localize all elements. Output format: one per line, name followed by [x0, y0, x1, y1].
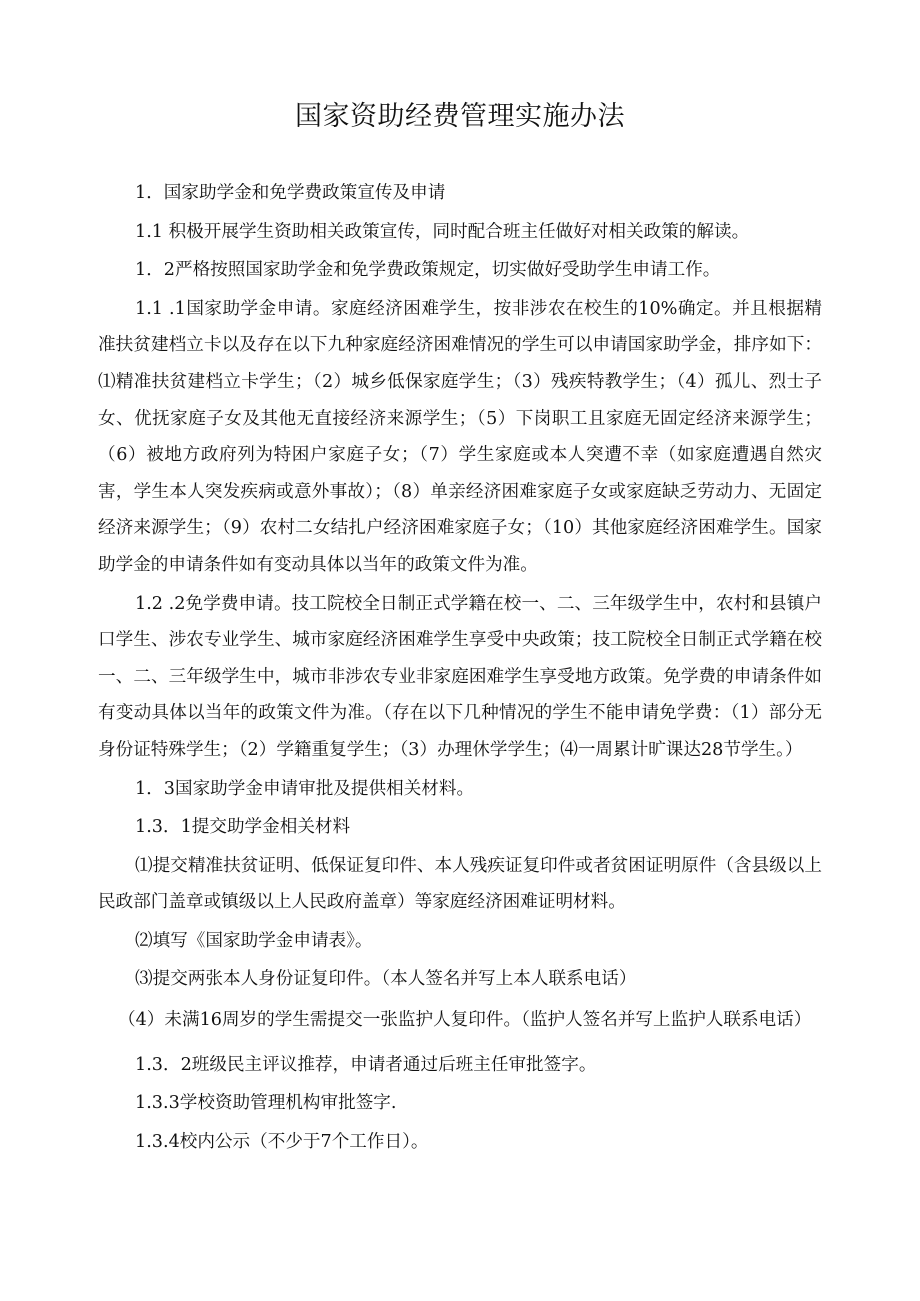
document-body — [98, 175, 822, 1160]
paragraph-1-3-2: 1.3．2班级民主评议推荐，申请者通过后班主任审批签字。 — [135, 1054, 597, 1075]
paragraph-grant-application: 1.1 .1国家助学金申请。家庭经济困难学生，按非涉农在校生的10%确定。并且根据精准扶贫建档立卡以及存在以下九种家庭经济困难情况的学生可以申请国家助学金，排序如下：⑴精准扶贫建档立卡学生；（2）城乡低保家庭学生；（3）残疾特教学生；（4）孤儿、烈士子女、优抚家庭子女及其他无直接经济来源学生；（5）下岗职工且家庭无固定经济来源学生；（6）被地方政府列为特困户家庭子女；（7）学生家庭或本人突遭不幸（如家庭遭遇自然灾害，学生本人突发疾病或意外事故）；（8）单亲经济困难家庭子女或家庭缺乏劳动力、无固定经济来源学生；（9）农村二女结扎户经济困难家庭子女；（10）其他家庭经济困难学生。国家助学金的申请条件如有变动具体以当年的政策文件为准。 — [98, 298, 822, 575]
paragraph-1-3-1: 1.3．1提交助学金相关材料 — [135, 817, 351, 838]
paragraph-1-3: 1．3国家助学金申请审批及提供相关材料。 — [135, 778, 475, 799]
paragraph-1-2: 1．2严格按照国家助学金和免学费政策规定，切实做好受助学生申请工作。 — [135, 260, 721, 281]
paragraph-1-3-3: 1.3.3学校资助管理机构审批签字. — [135, 1093, 397, 1114]
paragraph-material-2: ⑵填写《国家助学金申请表》。 — [135, 930, 373, 951]
section-heading-1: 1．国家助学金和免学费政策宣传及申请 — [135, 183, 446, 203]
document-title: 国家资助经费管理实施办法 — [295, 101, 625, 132]
paragraph-material-4: （4）未满16周岁的学生需提交一张监护人复印件。（监护人签名并写上监护人联系电话） — [118, 1010, 812, 1031]
paragraph-1-1: 1.1 积极开展学生资助相关政策宣传，同时配合班主任做好对相关政策的解读。 — [135, 221, 750, 242]
paragraph-material-3: ⑶提交两张本人身份证复印件。（本人签名并写上本人联系电话） — [135, 969, 637, 990]
paragraph-1-3-4: 1.3.4校内公示（不少于7个工作日）。 — [135, 1131, 429, 1152]
paragraph-tuition-waiver: 1.2 .2免学费申请。技工院校全日制正式学籍在校一、二、三年级学生中，农村和县镇户口学生、涉农专业学生、城市家庭经济困难学生享受中央政策；技工院校全日制正式学籍在校一、二、三年级学生中，城市非涉农专业非家庭困难学生享受地方政策。免学费的申请条件如有变动具体以当年的政策文件为准。（存在以下几种情况的学生不能申请免学费：（1）部分无身份证特殊学生；（2）学籍重复学生；（3）办理休学学生；⑷一周累计旷课达28节学生。） — [98, 593, 822, 760]
paragraph-material-1: ⑴提交精准扶贫证明、低保证复印件、本人残疾证复印件或者贫困证明原件（含县级以上民政部门盖章或镇级以上人民政府盖章）等家庭经济困难证明材料。 — [98, 855, 822, 913]
